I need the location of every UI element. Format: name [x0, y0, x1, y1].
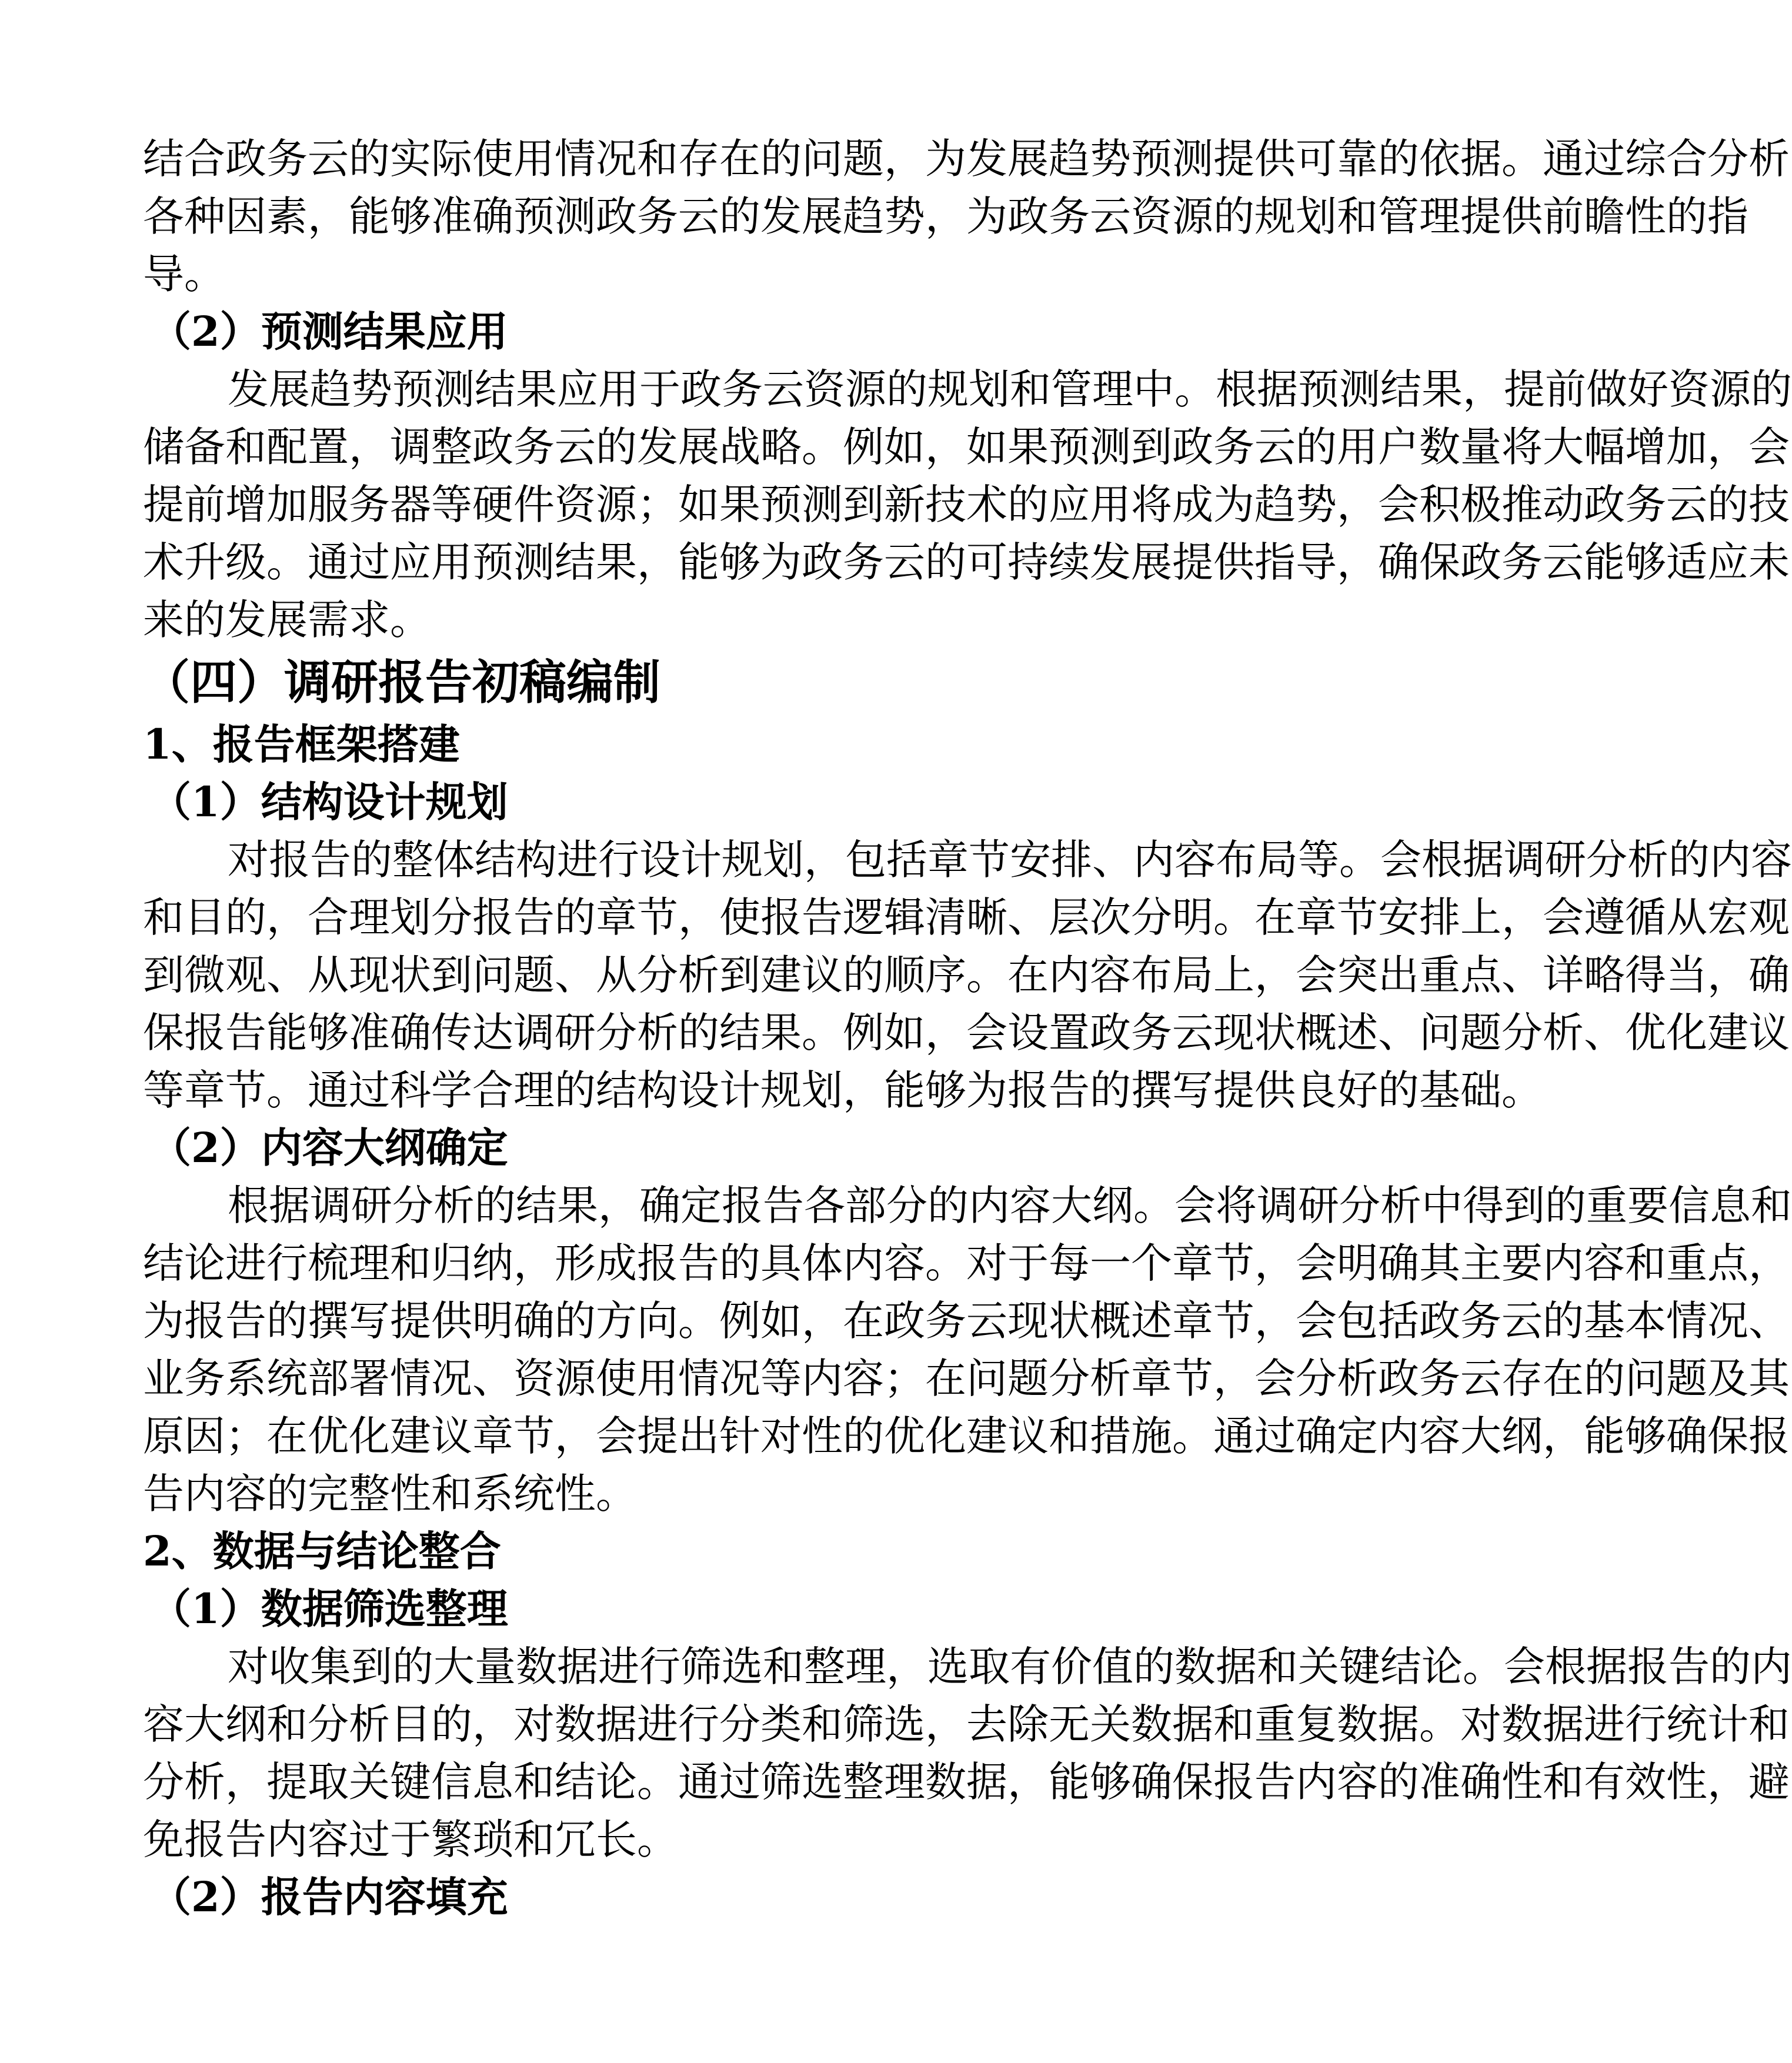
- heading-prediction-application: （2）预测结果应用: [150, 307, 508, 356]
- text-line: 对报告的整体结构进行设计规划，包括章节安排、内容布局等。会根据调研分析的内容: [228, 836, 1792, 884]
- text-line: 各种因素，能够准确预测政务云的发展趋势，为政务云资源的规划和管理提供前瞻性的指: [143, 192, 1748, 241]
- text-line: 等章节。通过科学合理的结构设计规划，能够为报告的撰写提供良好的基础。: [143, 1066, 1543, 1114]
- heading-report-content-filling: （2）报告内容填充: [150, 1872, 508, 1921]
- text-line: 到微观、从现状到问题、从分析到建议的顺序。在内容布局上，会突出重点、详略得当，确: [143, 951, 1790, 999]
- text-line: 为报告的撰写提供明确的方向。例如，在政务云现状概述章节，会包括政务云的基本情况、: [143, 1297, 1790, 1345]
- text-line: 提前增加服务器等硬件资源；如果预测到新技术的应用将成为趋势，会积极推动政务云的技: [143, 480, 1790, 529]
- paragraph-prediction-application: [143, 360, 1792, 649]
- paragraph-trend-basis: [143, 130, 1790, 303]
- text-line: 术升级。通过应用预测结果，能够为政务云的可持续发展提供指导，确保政务云能够适应未: [143, 538, 1790, 586]
- text-line: 业务系统部署情况、资源使用情况等内容；在问题分析章节，会分析政务云存在的问题及其: [143, 1354, 1790, 1403]
- text-line: 结合政务云的实际使用情况和存在的问题，为发展趋势预测提供可靠的依据。通过综合分析: [143, 135, 1790, 183]
- text-line: 容大纲和分析目的，对数据进行分类和筛选，去除无关数据和重复数据。对数据进行统计和: [143, 1700, 1790, 1748]
- paragraph-content-outline: [143, 1177, 1792, 1523]
- text-line: 导。: [143, 250, 225, 298]
- text-line: 根据调研分析的结果，确定报告各部分的内容大纲。会将调研分析中得到的重要信息和: [228, 1181, 1792, 1230]
- text-line: 和目的，合理划分报告的章节，使报告逻辑清晰、层次分明。在章节安排上，会遵循从宏观: [143, 893, 1790, 942]
- text-line: 保报告能够准确传达调研分析的结果。例如，会设置政务云现状概述、问题分析、优化建议: [143, 1009, 1790, 1057]
- text-line: 发展趋势预测结果应用于政务云资源的规划和管理中。根据预测结果，提前做好资源的: [228, 365, 1792, 413]
- text-line: 原因；在优化建议章节，会提出针对性的优化建议和措施。通过确定内容大纲，能够确保报: [143, 1412, 1790, 1460]
- text-line: 结论进行梳理和归纳，形成报告的具体内容。对于每一个章节，会明确其主要内容和重点，: [143, 1239, 1790, 1287]
- text-line: 分析，提取关键信息和结论。通过筛选整理数据，能够确保报告内容的准确性和有效性，避: [143, 1758, 1790, 1806]
- document-body: [143, 130, 1792, 1926]
- text-line: 告内容的完整性和系统性。: [143, 1470, 637, 1518]
- text-line: 免报告内容过于繁琐和冗长。: [143, 1815, 678, 1864]
- heading-data-filtering: （1）数据筛选整理: [150, 1584, 508, 1633]
- paragraph-data-filtering: [143, 1638, 1792, 1868]
- text-line: 来的发展需求。: [143, 596, 431, 644]
- section-heading-report-draft: （四）调研报告初稿编制: [143, 655, 660, 710]
- heading-data-conclusion-integration: 2、数据与结论整合: [143, 1527, 501, 1575]
- paragraph-structure-design: [143, 831, 1792, 1119]
- heading-report-framework: 1、报告框架搭建: [143, 720, 460, 769]
- heading-structure-design: （1）结构设计规划: [150, 777, 508, 826]
- text-line: 储备和配置，调整政务云的发展战略。例如，如果预测到政务云的用户数量将大幅增加，会: [143, 423, 1790, 471]
- heading-content-outline: （2）内容大纲确定: [150, 1123, 508, 1172]
- text-line: 对收集到的大量数据进行筛选和整理，选取有价值的数据和关键结论。会根据报告的内: [228, 1643, 1792, 1691]
